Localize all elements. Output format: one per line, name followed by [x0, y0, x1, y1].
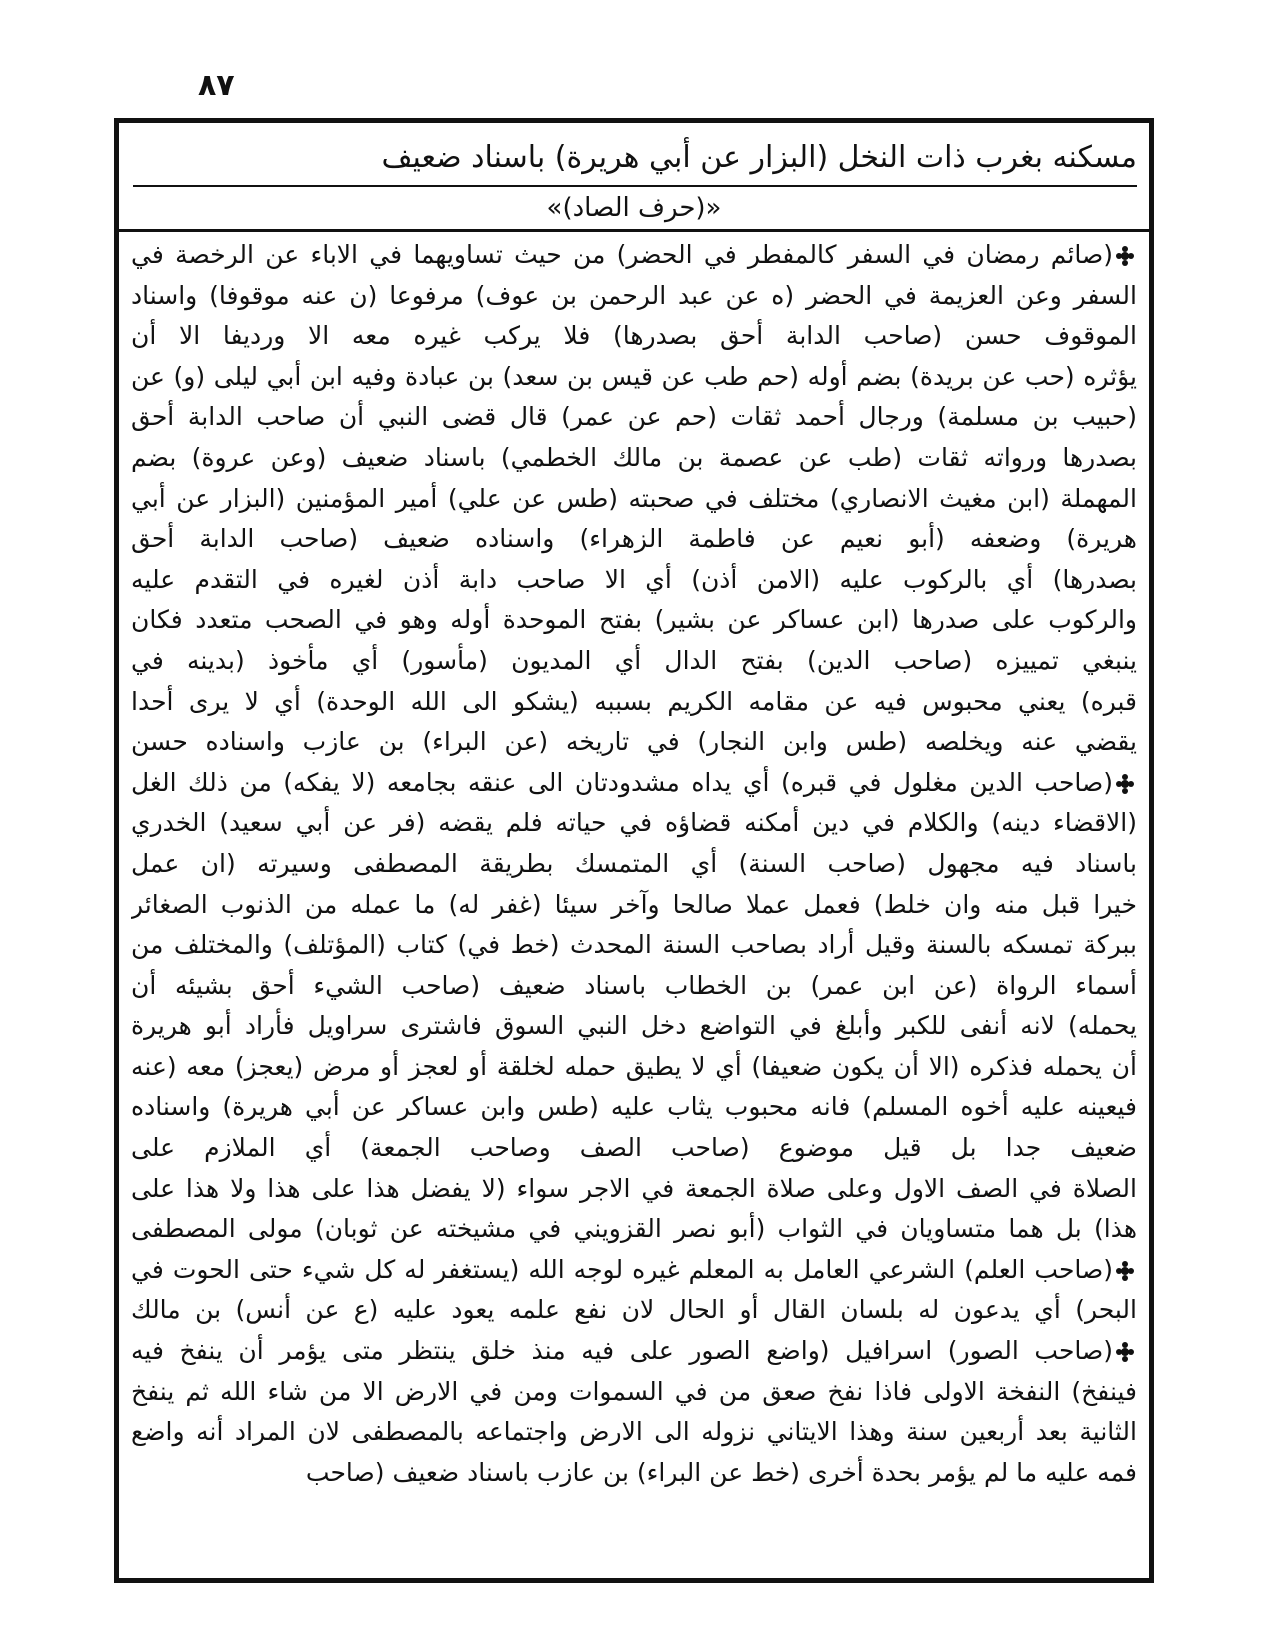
- flower-icon: [1116, 773, 1134, 795]
- text-line-content: خيرا قبل منه وان خلط) فعمل عملا صالحا وآخر سيئا (غفر له) ما عمله من الذنوب الصغائر: [131, 889, 1137, 919]
- text-line: [131, 844, 1137, 885]
- text-line: [131, 722, 1137, 763]
- text-line: [131, 803, 1137, 844]
- text-line-content: هذا) بل هما متساويان في الثواب (أبو نصر القزويني في مشيخته عن ثوبان) مولى المصطفى: [131, 1214, 1137, 1244]
- page-frame: [114, 118, 1154, 1583]
- text-line: [131, 1087, 1137, 1128]
- text-line-content: (الاقضاء دينه) والكلام في دين أمكنه قضاؤه في حياته فلم يقضه (فر عن أبي سعيد) الخدري: [131, 808, 1137, 838]
- text-line-content: هريرة) وضعفه (أبو نعيم عن فاطمة الزهراء) واسناده ضعيف (صاحب الدابة أحق: [131, 524, 1137, 554]
- text-line-content: بصدرها ورواته ثقات (طب عن عصمة بن مالك الخطمي) باسناد ضعيف (وعن عروة) بضم: [131, 442, 1137, 472]
- text-line-content: يقضي عنه ويخلصه (طس وابن النجار) في تاريخه (عن البراء) بن عازب واسناده حسن: [131, 727, 1137, 757]
- text-line: [131, 316, 1137, 357]
- text-line-content: (صاحب العلم) الشرعي العامل به المعلم غيره لوجه الله (يستغفر له كل شيء حتى الحوت في: [131, 1254, 1113, 1284]
- text-line: [131, 1006, 1137, 1047]
- text-line-content: قبره) يعني محبوس فيه عن مقامه الكريم بسببه (يشكو الى الله الوحدة) أي لا يرى أحدا: [131, 686, 1137, 716]
- text-line-content: (حبيب بن مسلمة) ورجال أحمد ثقات (حم عن عمر) قال قضى النبي أن صاحب الدابة أحق: [131, 402, 1137, 432]
- flower-icon: [1116, 1341, 1134, 1363]
- text-line: [131, 1209, 1137, 1250]
- text-line-content: المهملة (ابن مغيث الانصاري) مختلف في صحبته (طس عن علي) أمير المؤمنين (البزار عن أبي: [131, 483, 1137, 513]
- text-line-content: الثانية بعد أربعين سنة وهذا الايتاني نزوله الى الارض واجتماعه بالمصطفى لان المراد أنه واضع: [131, 1417, 1137, 1447]
- text-line-content: ببركة تمسكه بالسنة وقيل أراد بصاحب السنة المحدث (خط في) كتاب (المؤتلف) والمختلف من: [131, 930, 1137, 960]
- flower-icon: [1116, 1260, 1134, 1282]
- text-line: [131, 641, 1137, 682]
- divider: [119, 229, 1149, 232]
- text-line: [131, 1169, 1137, 1210]
- text-line-content: باسناد فيه مجهول (صاحب السنة) أي المتمسك بطريقة المصطفى وسيرته (ان عمل: [131, 848, 1137, 878]
- text-line: [131, 925, 1137, 966]
- text-line: [131, 966, 1137, 1007]
- page-number: ٨٧: [198, 68, 235, 103]
- text-line: [131, 479, 1137, 520]
- text-line: [131, 1412, 1137, 1453]
- text-line: [131, 1250, 1137, 1291]
- flower-icon: [1116, 245, 1134, 267]
- text-line: [131, 1372, 1137, 1413]
- text-line: [131, 1047, 1137, 1088]
- text-line-content: البحر) أي يدعون له بلسان القال أو الحال لان نفع علمه يعود عليه (ع عن أنس) بن مالك: [131, 1295, 1137, 1325]
- text-line: [131, 1331, 1137, 1372]
- divider: [133, 185, 1137, 187]
- text-line-content: والركوب على صدرها (ابن عساكر عن بشير) بفتح الموحدة أوله وهو في الصحب متعدد فكان: [131, 605, 1137, 635]
- text-line-content: (صاحب الدين مغلول في قبره) أي يداه مشدودتان الى عنقه بجامعه (لا يفكه) من ذلك الغل: [131, 767, 1113, 797]
- text-line: [131, 682, 1137, 723]
- text-line: [131, 438, 1137, 479]
- text-line-content: الصلاة في الصف الاول وعلى صلاة الجمعة في الاجر سواء (لا يفضل هذا على هذا ولا هذا على: [131, 1173, 1137, 1203]
- text-line-content: ينبغي تمييزه (صاحب الدين) بفتح الدال أي المديون (مأسور) أي مأخوذ (بدينه في: [131, 645, 1137, 675]
- text-line-content: (صاحب الصور) اسرافيل (واضع الصور على فيه منذ خلق ينتظر متى يؤمر أن ينفخ فيه: [131, 1336, 1113, 1366]
- text-line: [131, 397, 1137, 438]
- text-line-content: أسماء الرواة (عن ابن عمر) بن الخطاب باسناد ضعيف (صاحب الشيء أحق بشيئه أن: [131, 970, 1137, 1000]
- text-line: [131, 763, 1137, 804]
- text-line: [131, 357, 1137, 398]
- text-line-content: (صائم رمضان في السفر كالمفطر في الحضر) من حيث تساويهما في الاباء عن الرخصة في: [131, 240, 1113, 269]
- text-line: [131, 1290, 1137, 1331]
- text-line-content: فيعينه عليه أخوه المسلم) فانه محبوب يثاب عليه (طس وابن عساكر عن أبي هريرة) واسناده: [131, 1092, 1137, 1122]
- text-line-content: فمه عليه ما لم يؤمر بحدة أخرى (خط عن البراء) بن عازب باسناد ضعيف (صاحب: [305, 1457, 1137, 1487]
- header-line: مسكنه بغرب ذات النخل (البزار عن أبي هريرة) باسناد ضعيف: [381, 140, 1137, 175]
- text-line-content: يحمله) لانه أنفى للكبر وأبلغ في التواضع دخل النبي السوق فاشترى سراويل فأراد أبو هريرة: [131, 1011, 1137, 1041]
- text-line: [131, 600, 1137, 641]
- section-title: «(حرف الصاد)»: [546, 193, 722, 223]
- text-line: [131, 885, 1137, 926]
- text-line-content: ضعيف جدا بل قيل موضوع (صاحب الصف وصاحب الجمعة) أي الملازم على: [131, 1133, 1137, 1163]
- text-line-content: بصدرها) أي بالركوب عليه (الامن أذن) أي الا صاحب دابة أذن لغيره في التقدم عليه: [131, 564, 1137, 594]
- text-line-content: الموقوف حسن (صاحب الدابة أحق بصدرها) فلا يركب غيره معه الا ورديفا الا أن: [131, 321, 1137, 351]
- text-line: [131, 1128, 1137, 1169]
- text-line-content: يؤثره (حب عن بريدة) بضم أوله (حم طب عن قيس بن سعد) بن عبادة وفيه ابن أبي ليلى (و) عن: [131, 361, 1137, 391]
- text-line: [131, 276, 1137, 317]
- text-line: [131, 519, 1137, 560]
- text-body: [131, 235, 1137, 1568]
- text-line: [131, 1453, 1137, 1494]
- text-line-content: أن يحمله فذكره (الا أن يكون ضعيفا) أي لا يطيق حمله لخلقة أو لعجز أو مرض (يعجز) معه (عنه: [131, 1051, 1137, 1081]
- text-line: [131, 560, 1137, 601]
- text-line-content: فينفخ) النفخة الاولى فاذا نفخ صعق من في السموات ومن في الارض الا من شاء الله ثم ينفخ: [131, 1376, 1137, 1406]
- text-line: [131, 235, 1137, 276]
- text-line-content: السفر وعن العزيمة في الحضر (ه عن عبد الرحمن بن عوف) مرفوعا (ن عنه موقوفا) واسناد: [131, 280, 1137, 310]
